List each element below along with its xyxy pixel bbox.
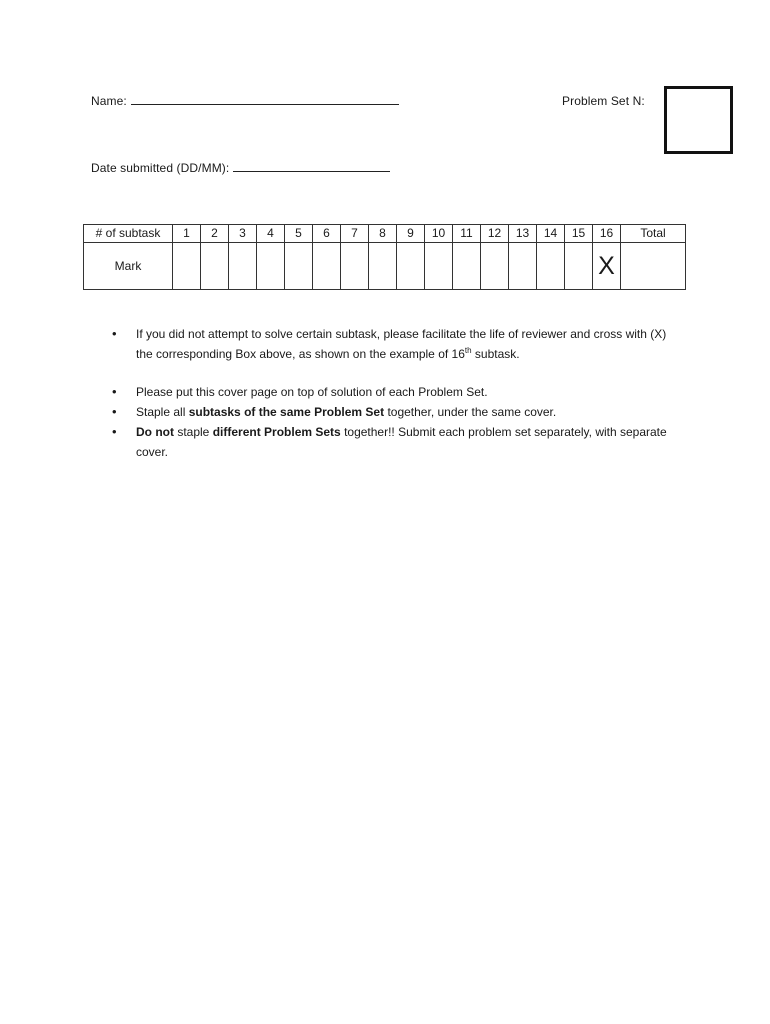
mark-input-cell[interactable] (173, 243, 201, 290)
subtask-number-cell: 14 (537, 225, 565, 243)
instruction-text: If you did not attempt to solve certain subtask, please facilitate the life of reviewer and cross with (X) the corresponding Box above, as shown on the example of 16 (136, 327, 667, 361)
date-submitted-field[interactable] (91, 161, 390, 175)
instruction-item (112, 382, 682, 402)
mark-input-cell[interactable] (369, 243, 397, 290)
subtask-number-cell: 13 (509, 225, 537, 243)
subtask-number-cell: 8 (369, 225, 397, 243)
name-blank-line[interactable] (131, 94, 399, 105)
bullet-icon: • (112, 424, 117, 439)
mark-input-cell[interactable] (509, 243, 537, 290)
mark-input-cell[interactable] (229, 243, 257, 290)
mark-input-cell[interactable] (313, 243, 341, 290)
subtask-number-cell: 4 (257, 225, 285, 243)
instruction-text: together, under the same cover. (384, 405, 557, 419)
subtask-number-cell: 6 (313, 225, 341, 243)
instruction-text: Staple all (136, 405, 189, 419)
instruction-item (112, 402, 682, 422)
mark-input-cell[interactable] (341, 243, 369, 290)
bullet-icon: • (112, 404, 117, 419)
mark-input-cell[interactable] (565, 243, 593, 290)
mark-input-cell[interactable] (201, 243, 229, 290)
total-input-cell[interactable] (621, 243, 686, 290)
subtask-number-cell: 1 (173, 225, 201, 243)
superscript-text: th (464, 346, 472, 355)
problem-set-label: Problem Set N: (562, 94, 645, 108)
date-submitted-label: Date submitted (DD/MM): (91, 161, 230, 175)
subtask-number-cell: 15 (565, 225, 593, 243)
subtask-header-cell: # of subtask (84, 225, 173, 243)
subtask-number-cell: 5 (285, 225, 313, 243)
mark-row-label: Mark (84, 243, 173, 290)
subtask-number-cell: 10 (425, 225, 453, 243)
instruction-bold-text: Do not (136, 425, 174, 439)
instruction-text: staple (174, 425, 213, 439)
subtask-number-cell: 2 (201, 225, 229, 243)
instruction-bold-text: different Problem Sets (212, 425, 341, 439)
marks-table (83, 224, 686, 290)
mark-input-cell[interactable] (425, 243, 453, 290)
problem-set-number-box[interactable] (664, 86, 733, 154)
subtask-number-cell: 16 (593, 225, 621, 243)
mark-input-cell[interactable] (397, 243, 425, 290)
instruction-text: together!! Submit each problem set separately, with separate cover. (136, 425, 667, 459)
mark-input-cell[interactable] (537, 243, 565, 290)
marks-table-mark-row (84, 243, 686, 290)
subtask-number-cell: 12 (481, 225, 509, 243)
name-field[interactable] (91, 94, 399, 108)
instruction-text: Please put this cover page on top of solution of each Problem Set. (136, 385, 488, 399)
mark-input-cell[interactable] (285, 243, 313, 290)
instruction-bold-text: subtasks of the same Problem Set (188, 405, 385, 419)
instruction-item (112, 324, 682, 364)
instruction-item (112, 422, 682, 462)
subtask-number-cell: 3 (229, 225, 257, 243)
cross-mark: X (598, 251, 615, 280)
subtask-number-cell: 11 (453, 225, 481, 243)
instruction-text: subtask. (471, 347, 520, 361)
bullet-icon: • (112, 384, 117, 399)
subtask-number-cell: 7 (341, 225, 369, 243)
mark-input-cell[interactable] (453, 243, 481, 290)
subtask-number-cell: 9 (397, 225, 425, 243)
total-header-cell: Total (621, 225, 686, 243)
mark-input-cell-crossed[interactable] (593, 243, 621, 290)
instructions-list (112, 324, 682, 462)
marks-table-header-row (84, 225, 686, 243)
date-blank-line[interactable] (233, 161, 390, 172)
name-label: Name: (91, 94, 127, 108)
mark-input-cell[interactable] (481, 243, 509, 290)
mark-input-cell[interactable] (257, 243, 285, 290)
bullet-icon: • (112, 326, 117, 341)
